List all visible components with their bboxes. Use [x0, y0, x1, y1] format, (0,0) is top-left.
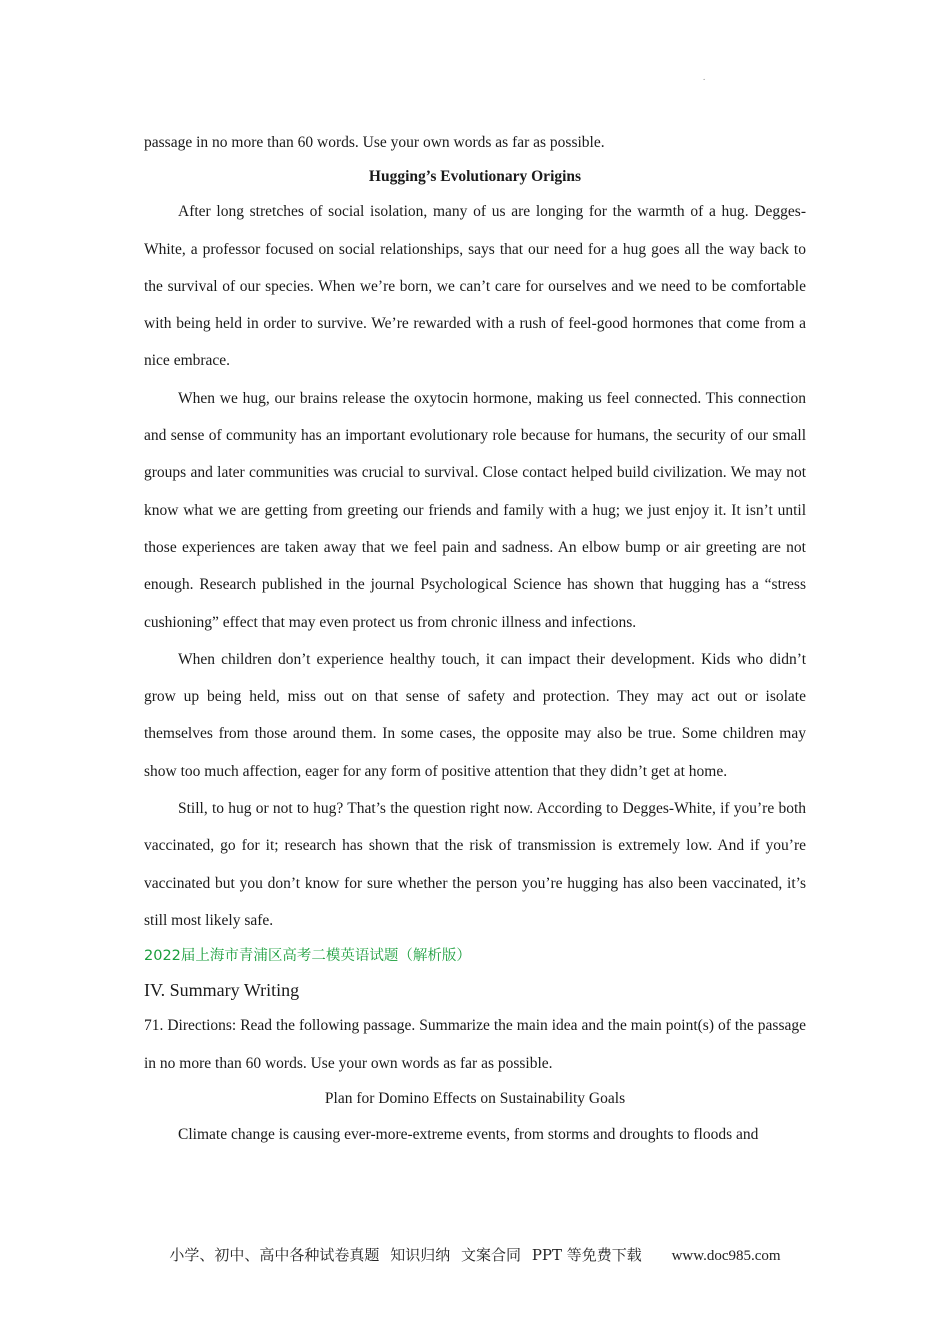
footer-url: www.doc985.com — [671, 1248, 781, 1264]
paragraph: Climate change is causing ever-more-extreme events, from storms and droughts to floods and — [178, 1125, 759, 1143]
paragraph: Still, to hug or not to hug? That’s the question right now. According to Degges-White, if you’re both vaccinated, go for it; research has shown that the risk of transmission is extremely low. And if you’re vaccinated but you don’t know for sure whether the person you’re hugging has also been vaccinated, it’s still most likely safe. — [144, 800, 806, 929]
footer-item: 文案合同 — [461, 1246, 522, 1264]
source-heading: 2022届上海市青浦区高考二模英语试题（解析版） — [144, 948, 471, 965]
directions-text: 71. Directions: Read the following passage. Summarize the main idea and the main point(s) of the passage in no more than 60 words. Use your own words as far as possible. — [144, 1017, 806, 1072]
footer-item: PPT 等免费下载 — [531, 1246, 642, 1264]
paragraph: After long stretches of social isolation, many of us are longing for the warmth of a hug. Degges-White, a professor focused on social relationships, says that our need for a hug goes all the way back to the survival of our species. When we’re born, we can’t care for ourselves and we need to be comfortable with being held in order to survive. We’re rewarded with a rush of feel-good hormones that come from a nice embrace. — [144, 203, 806, 370]
passage2-title: Plan for Domino Effects on Sustainability Goals — [324, 1089, 626, 1107]
header-mark: . — [703, 72, 706, 82]
footer-item: 知识归纳 — [390, 1246, 451, 1264]
section-heading: IV. Summary Writing — [144, 980, 300, 1001]
passage-title: Hugging’s Evolutionary Origins — [368, 168, 582, 186]
intro-line: passage in no more than 60 words. Use your own words as far as possible. — [144, 134, 605, 151]
page-footer — [0, 1244, 950, 1265]
paragraph: When children don’t experience healthy touch, it can impact their development. Kids who didn’t grow up being held, miss out on that sense of safety and protection. They may act out or isolate themselves from those around them. In some cases, the opposite may also be true. Some children may show too much affection, eager for any form of positive attention that they didn’t get at home. — [144, 650, 806, 780]
footer-item: 小学、初中、高中各种试卷真题 — [169, 1246, 380, 1264]
paragraph: When we hug, our brains release the oxytocin hormone, making us feel connected. This connection and sense of community has an important evolutionary role because for humans, the security of our small groups and later communities was crucial to survival. Close contact helped build civilization. We may not know what we are getting from greeting our friends and family with a hug; we just enjoy it. It isn’t until those experiences are taken away that we feel pain and sadness. An elbow bump or air greeting are not enough. Research published in the journal Psychological Science has shown that hugging has a “stress cushioning” effect that may even protect us from chronic illness and infections. — [144, 389, 806, 631]
page-content — [144, 124, 806, 1153]
